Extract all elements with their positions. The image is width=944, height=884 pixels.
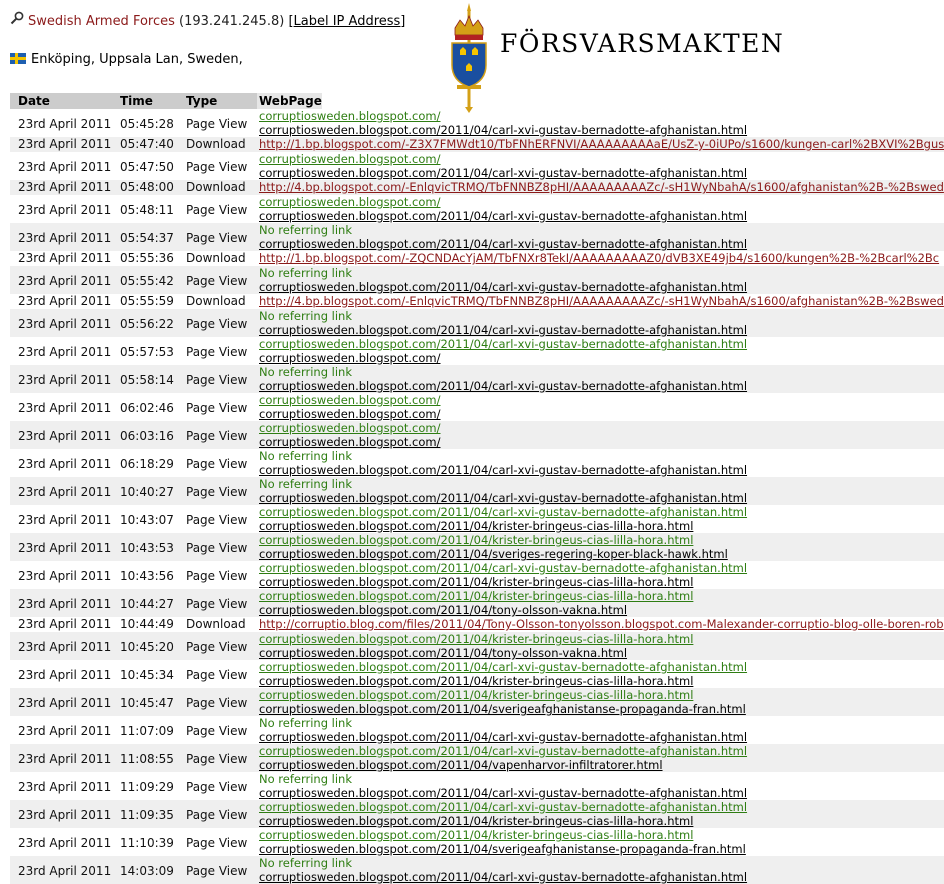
row-time: 05:47:40 <box>120 137 174 151</box>
row-webpage <box>259 505 747 533</box>
table-row <box>10 421 944 449</box>
row-webpage <box>259 137 944 151</box>
visited-page-link[interactable]: corruptiosweden.blogspot.com/2011/04/carl-xvi-gustav-bernadotte-afghanistan.html <box>259 870 748 884</box>
row-time: 10:44:27 <box>120 597 174 611</box>
row-time: 05:55:59 <box>120 294 174 308</box>
row-type: Page View <box>186 640 248 654</box>
visited-page-link[interactable]: corruptiosweden.blogspot.com/2011/04/carl-xvi-gustav-bernadotte-afghanistan.html <box>259 123 748 137</box>
row-type: Download <box>186 137 246 151</box>
label-ip-link[interactable]: [Label IP Address] <box>288 14 406 29</box>
row-date: 23rd April 2011 <box>18 345 112 359</box>
row-date: 23rd April 2011 <box>18 180 112 194</box>
row-date: 23rd April 2011 <box>18 373 112 387</box>
download-link[interactable]: http://1.bp.blogspot.com/-Z3X7FMWdt10/TbFNhERFNVI/AAAAAAAAAaE/UsZ-y-0iUPo/s1600/kungen-carl%2BXVI%2Bgus <box>259 137 944 151</box>
row-date: 23rd April 2011 <box>18 485 112 499</box>
table-row <box>10 393 944 421</box>
no-referrer-text: No referring link <box>259 309 352 323</box>
table-body <box>10 109 944 884</box>
row-time: 05:48:00 <box>120 180 174 194</box>
row-webpage <box>259 309 747 337</box>
row-time: 11:08:55 <box>120 752 174 766</box>
table-row <box>10 294 944 309</box>
referrer-link[interactable]: corruptiosweden.blogspot.com/2011/04/carl-xvi-gustav-bernadotte-afghanistan.html <box>259 800 748 814</box>
row-webpage <box>259 421 441 449</box>
row-type: Page View <box>186 668 248 682</box>
header-webpage: WebPage <box>259 94 322 108</box>
row-time: 05:57:53 <box>120 345 174 359</box>
row-time: 10:45:47 <box>120 696 174 710</box>
organization-name[interactable]: Swedish Armed Forces <box>28 14 175 29</box>
row-webpage <box>259 772 747 800</box>
row-time: 05:45:28 <box>120 117 174 131</box>
header-type: Type <box>186 94 218 108</box>
referrer-link[interactable]: corruptiosweden.blogspot.com/2011/04/krister-bringeus-cias-lilla-hora.html <box>259 828 694 842</box>
row-type: Page View <box>186 597 248 611</box>
row-time: 05:58:14 <box>120 373 174 387</box>
download-link[interactable]: http://4.bp.blogspot.com/-EnlqvicTRMQ/TbFNNBZ8pHI/AAAAAAAAAZc/-sH1WyNbahA/s1600/afghanistan%2B-%2Bswed <box>259 294 944 308</box>
row-date: 23rd April 2011 <box>18 117 112 131</box>
visited-page-link[interactable]: corruptiosweden.blogspot.com/2011/04/krister-bringeus-cias-lilla-hora.html <box>259 674 694 688</box>
row-date: 23rd April 2011 <box>18 457 112 471</box>
row-date: 23rd April 2011 <box>18 640 112 654</box>
row-time: 11:07:09 <box>120 724 174 738</box>
visited-page-link[interactable]: corruptiosweden.blogspot.com/2011/04/carl-xvi-gustav-bernadotte-afghanistan.html <box>259 730 748 744</box>
row-date: 23rd April 2011 <box>18 724 112 738</box>
row-date: 23rd April 2011 <box>18 274 112 288</box>
no-referrer-text: No referring link <box>259 772 352 786</box>
row-date: 23rd April 2011 <box>18 808 112 822</box>
row-date: 23rd April 2011 <box>18 780 112 794</box>
row-time: 06:02:46 <box>120 401 174 415</box>
visited-page-link[interactable]: corruptiosweden.blogspot.com/2011/04/carl-xvi-gustav-bernadotte-afghanistan.html <box>259 463 748 477</box>
no-referrer-text: No referring link <box>259 449 352 463</box>
visited-page-link[interactable]: corruptiosweden.blogspot.com/2011/04/carl-xvi-gustav-bernadotte-afghanistan.html <box>259 323 748 337</box>
row-type: Page View <box>186 541 248 555</box>
row-time: 10:43:53 <box>120 541 174 555</box>
row-time: 10:45:20 <box>120 640 174 654</box>
row-type: Page View <box>186 864 248 878</box>
referrer-link[interactable]: corruptiosweden.blogspot.com/ <box>259 152 441 166</box>
row-webpage <box>259 266 747 294</box>
row-type: Page View <box>186 808 248 822</box>
row-webpage <box>259 800 747 828</box>
table-row <box>10 744 944 772</box>
row-webpage <box>259 589 693 617</box>
row-type: Page View <box>186 457 248 471</box>
visited-page-link[interactable]: corruptiosweden.blogspot.com/2011/04/tony-olsson-vakna.html <box>259 646 628 660</box>
row-type: Page View <box>186 485 248 499</box>
logo-text: FÖRSVARSMAKTEN <box>500 29 785 58</box>
visit-log-table <box>10 93 944 884</box>
row-webpage <box>259 337 747 365</box>
referrer-link[interactable]: corruptiosweden.blogspot.com/2011/04/krister-bringeus-cias-lilla-hora.html <box>259 533 694 547</box>
referrer-link[interactable]: corruptiosweden.blogspot.com/2011/04/krister-bringeus-cias-lilla-hora.html <box>259 589 694 603</box>
table-row <box>10 449 944 477</box>
referrer-link[interactable]: corruptiosweden.blogspot.com/2011/04/carl-xvi-gustav-bernadotte-afghanistan.html <box>259 744 748 758</box>
row-webpage <box>259 660 747 688</box>
no-referrer-text: No referring link <box>259 223 352 237</box>
no-referrer-text: No referring link <box>259 477 352 491</box>
referrer-link[interactable]: corruptiosweden.blogspot.com/2011/04/carl-xvi-gustav-bernadotte-afghanistan.html <box>259 505 748 519</box>
row-type: Page View <box>186 117 248 131</box>
row-webpage <box>259 223 747 251</box>
visited-page-link[interactable]: corruptiosweden.blogspot.com/2011/04/krister-bringeus-cias-lilla-hora.html <box>259 814 694 828</box>
row-webpage <box>259 617 944 631</box>
table-row <box>10 180 944 195</box>
row-time: 06:18:29 <box>120 457 174 471</box>
row-webpage <box>259 180 944 194</box>
header-time: Time <box>120 94 153 108</box>
row-type: Page View <box>186 836 248 850</box>
table-row <box>10 856 944 884</box>
row-time: 10:43:07 <box>120 513 174 527</box>
row-type: Download <box>186 251 246 265</box>
row-time: 14:03:09 <box>120 864 174 878</box>
row-type: Page View <box>186 231 248 245</box>
row-type: Download <box>186 180 246 194</box>
row-time: 05:48:11 <box>120 203 174 217</box>
row-date: 23rd April 2011 <box>18 317 112 331</box>
referrer-link[interactable]: corruptiosweden.blogspot.com/ <box>259 421 441 435</box>
row-type: Download <box>186 617 246 631</box>
row-type: Page View <box>186 696 248 710</box>
row-time: 10:40:27 <box>120 485 174 499</box>
table-row <box>10 195 944 223</box>
referrer-link[interactable]: corruptiosweden.blogspot.com/2011/04/carl-xvi-gustav-bernadotte-afghanistan.html <box>259 337 748 351</box>
no-referrer-text: No referring link <box>259 856 352 870</box>
row-type: Page View <box>186 401 248 415</box>
row-webpage <box>259 744 747 772</box>
no-referrer-text: No referring link <box>259 266 352 280</box>
download-link[interactable]: http://4.bp.blogspot.com/-EnlqvicTRMQ/TbFNNBZ8pHI/AAAAAAAAAZc/-sH1WyNbahA/s1600/afghanistan%2B-%2Bswed <box>259 180 944 194</box>
row-time: 05:55:42 <box>120 274 174 288</box>
row-type: Page View <box>186 373 248 387</box>
row-time: 11:09:29 <box>120 780 174 794</box>
visitor-location <box>10 52 243 67</box>
row-time: 05:55:36 <box>120 251 174 265</box>
visited-page-link[interactable]: corruptiosweden.blogspot.com/ <box>259 351 441 365</box>
magnifier-icon[interactable] <box>10 11 28 29</box>
visited-page-link[interactable]: corruptiosweden.blogspot.com/2011/04/carl-xvi-gustav-bernadotte-afghanistan.html <box>259 166 748 180</box>
row-type: Page View <box>186 752 248 766</box>
table-row <box>10 365 944 393</box>
row-time: 11:09:35 <box>120 808 174 822</box>
row-type: Page View <box>186 203 248 217</box>
referrer-link[interactable]: corruptiosweden.blogspot.com/2011/04/krister-bringeus-cias-lilla-hora.html <box>259 632 694 646</box>
visited-page-link[interactable]: corruptiosweden.blogspot.com/2011/04/krister-bringeus-cias-lilla-hora.html <box>259 575 694 589</box>
row-webpage <box>259 533 728 561</box>
row-webpage <box>259 632 693 660</box>
visited-page-link[interactable]: corruptiosweden.blogspot.com/2011/04/carl-xvi-gustav-bernadotte-afghanistan.html <box>259 237 748 251</box>
visited-page-link[interactable]: corruptiosweden.blogspot.com/2011/04/krister-bringeus-cias-lilla-hora.html <box>259 519 694 533</box>
visited-page-link[interactable]: corruptiosweden.blogspot.com/2011/04/sverigeafghanistanse-propaganda-fran.html <box>259 842 746 856</box>
row-time: 05:54:37 <box>120 231 174 245</box>
referrer-link[interactable]: corruptiosweden.blogspot.com/2011/04/krister-bringeus-cias-lilla-hora.html <box>259 688 694 702</box>
row-webpage <box>259 477 747 505</box>
row-date: 23rd April 2011 <box>18 541 112 555</box>
row-time: 05:47:50 <box>120 160 174 174</box>
row-webpage <box>259 856 747 884</box>
table-row <box>10 716 944 744</box>
row-webpage <box>259 365 747 393</box>
referrer-link[interactable]: corruptiosweden.blogspot.com/ <box>259 393 441 407</box>
row-time: 10:43:56 <box>120 569 174 583</box>
table-row <box>10 266 944 294</box>
table-row <box>10 632 944 660</box>
table-row <box>10 251 944 266</box>
row-time: 05:56:22 <box>120 317 174 331</box>
row-webpage <box>259 152 747 180</box>
visited-page-link[interactable]: corruptiosweden.blogspot.com/ <box>259 407 441 421</box>
visited-page-link[interactable]: corruptiosweden.blogspot.com/2011/04/sverigeafghanistanse-propaganda-fran.html <box>259 702 746 716</box>
referrer-link[interactable]: corruptiosweden.blogspot.com/2011/04/carl-xvi-gustav-bernadotte-afghanistan.html <box>259 660 748 674</box>
row-webpage <box>259 716 747 744</box>
row-webpage <box>259 109 747 137</box>
row-webpage <box>259 294 944 308</box>
row-date: 23rd April 2011 <box>18 294 112 308</box>
visited-page-link[interactable]: corruptiosweden.blogspot.com/2011/04/sveriges-regering-koper-black-hawk.html <box>259 547 728 561</box>
row-type: Page View <box>186 345 248 359</box>
row-date: 23rd April 2011 <box>18 836 112 850</box>
table-row <box>10 828 944 856</box>
table-row <box>10 660 944 688</box>
header-date: Date <box>18 94 50 108</box>
row-webpage <box>259 561 747 589</box>
table-row <box>10 309 944 337</box>
visited-page-link[interactable]: corruptiosweden.blogspot.com/2011/04/tony-olsson-vakna.html <box>259 603 628 617</box>
table-row <box>10 688 944 716</box>
row-webpage <box>259 393 441 421</box>
table-row <box>10 533 944 561</box>
row-date: 23rd April 2011 <box>18 429 112 443</box>
visited-page-link[interactable]: corruptiosweden.blogspot.com/2011/04/vapenharvor-infiltratorer.html <box>259 758 663 772</box>
row-time: 10:44:49 <box>120 617 174 631</box>
row-date: 23rd April 2011 <box>18 401 112 415</box>
visited-page-link[interactable]: corruptiosweden.blogspot.com/2011/04/carl-xvi-gustav-bernadotte-afghanistan.html <box>259 209 748 223</box>
table-row <box>10 800 944 828</box>
row-type: Page View <box>186 513 248 527</box>
row-date: 23rd April 2011 <box>18 668 112 682</box>
visitor-identity <box>10 11 405 29</box>
table-row <box>10 477 944 505</box>
row-date: 23rd April 2011 <box>18 137 112 151</box>
table-header <box>10 93 322 109</box>
table-row <box>10 337 944 365</box>
row-date: 23rd April 2011 <box>18 752 112 766</box>
row-time: 11:10:39 <box>120 836 174 850</box>
row-webpage <box>259 688 746 716</box>
table-row <box>10 617 944 632</box>
row-type: Page View <box>186 429 248 443</box>
sweden-flag-icon <box>10 53 26 64</box>
referrer-link[interactable]: corruptiosweden.blogspot.com/ <box>259 195 441 209</box>
row-date: 23rd April 2011 <box>18 864 112 878</box>
visited-page-link[interactable]: corruptiosweden.blogspot.com/2011/04/carl-xvi-gustav-bernadotte-afghanistan.html <box>259 379 748 393</box>
row-date: 23rd April 2011 <box>18 251 112 265</box>
row-webpage <box>259 195 747 223</box>
table-row <box>10 223 944 251</box>
row-type: Page View <box>186 569 248 583</box>
table-row <box>10 137 944 152</box>
location-text: Enköping, Uppsala Lan, Sweden, <box>31 52 243 67</box>
visited-page-link[interactable]: corruptiosweden.blogspot.com/2011/04/carl-xvi-gustav-bernadotte-afghanistan.html <box>259 786 748 800</box>
table-row <box>10 772 944 800</box>
row-webpage <box>259 449 747 477</box>
no-referrer-text: No referring link <box>259 716 352 730</box>
row-date: 23rd April 2011 <box>18 569 112 583</box>
referrer-link[interactable]: corruptiosweden.blogspot.com/ <box>259 109 441 123</box>
row-type: Page View <box>186 160 248 174</box>
row-date: 23rd April 2011 <box>18 513 112 527</box>
table-row <box>10 589 944 617</box>
download-link[interactable]: http://1.bp.blogspot.com/-ZQCNDAcYjAM/TbFNXr8TekI/AAAAAAAAAZ0/dVB3XE49jb4/s1600/kungen%2B-%2Bcarl%2Bc <box>259 251 940 265</box>
no-referrer-text: No referring link <box>259 365 352 379</box>
row-date: 23rd April 2011 <box>18 231 112 245</box>
row-type: Page View <box>186 780 248 794</box>
row-date: 23rd April 2011 <box>18 160 112 174</box>
row-type: Page View <box>186 724 248 738</box>
row-date: 23rd April 2011 <box>18 597 112 611</box>
table-row <box>10 505 944 533</box>
row-time: 10:45:34 <box>120 668 174 682</box>
row-date: 23rd April 2011 <box>18 617 112 631</box>
row-date: 23rd April 2011 <box>18 203 112 217</box>
referrer-link[interactable]: corruptiosweden.blogspot.com/2011/04/carl-xvi-gustav-bernadotte-afghanistan.html <box>259 561 748 575</box>
row-time: 06:03:16 <box>120 429 174 443</box>
row-webpage <box>259 251 939 265</box>
table-row <box>10 561 944 589</box>
visited-page-link[interactable]: corruptiosweden.blogspot.com/2011/04/carl-xvi-gustav-bernadotte-afghanistan.html <box>259 491 748 505</box>
row-type: Download <box>186 294 246 308</box>
download-link[interactable]: http://corruptio.blog.com/files/2011/04/Tony-Olsson-tonyolsson.blogspot.com-Malexander-corruptio-blog-olle-boren-rob <box>259 617 944 631</box>
table-row <box>10 109 944 137</box>
ip-address: (193.241.245.8) <box>179 14 285 29</box>
row-webpage <box>259 828 746 856</box>
visited-page-link[interactable]: corruptiosweden.blogspot.com/2011/04/carl-xvi-gustav-bernadotte-afghanistan.html <box>259 280 748 294</box>
table-row <box>10 152 944 180</box>
row-type: Page View <box>186 317 248 331</box>
row-type: Page View <box>186 274 248 288</box>
row-date: 23rd April 2011 <box>18 696 112 710</box>
visited-page-link[interactable]: corruptiosweden.blogspot.com/ <box>259 435 441 449</box>
